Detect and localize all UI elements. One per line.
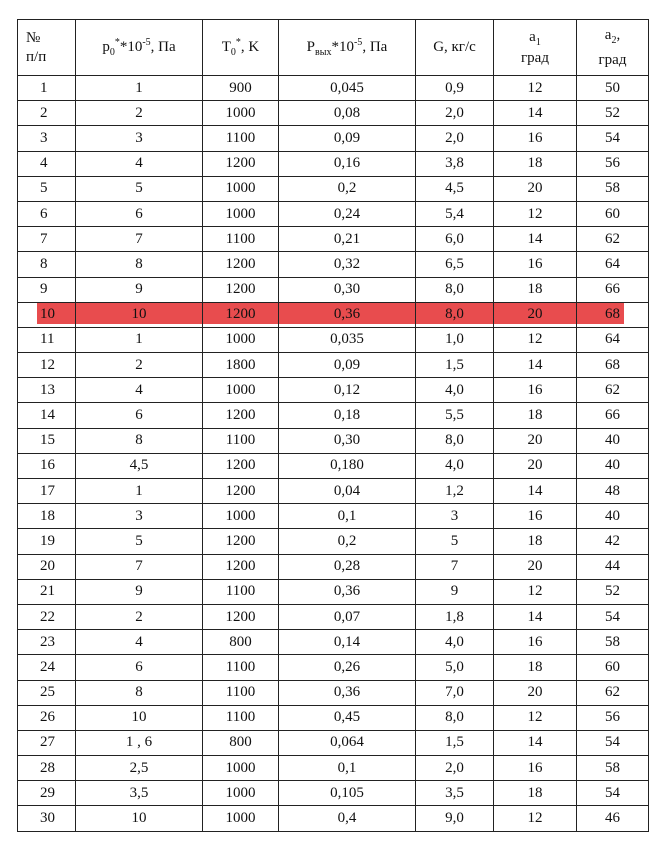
p0-value: 1 [76, 327, 203, 352]
pout-value: 0,26 [279, 655, 416, 680]
table-row [18, 76, 649, 101]
p0-value: 3 [76, 504, 203, 529]
a1-value: 14 [494, 353, 577, 378]
p0-value: 6 [76, 201, 203, 226]
p0-value: 4 [76, 151, 203, 176]
a2-value: 42 [577, 529, 649, 554]
a1-value: 12 [494, 705, 577, 730]
p0-value: 3 [76, 126, 203, 151]
t0-value: 1000 [203, 806, 279, 831]
g-value: 3,5 [416, 781, 494, 806]
pout-value: 0,04 [279, 479, 416, 504]
a1-value: 20 [494, 453, 577, 478]
a2-value: 62 [577, 680, 649, 705]
t0-value: 1200 [203, 479, 279, 504]
t0-value: 1200 [203, 151, 279, 176]
t0-value: 1000 [203, 176, 279, 201]
table-row [18, 277, 649, 302]
pout-value: 0,09 [279, 126, 416, 151]
row-number: 20 [18, 554, 76, 579]
header-a2-unit: град [598, 51, 627, 68]
t0-value: 1100 [203, 126, 279, 151]
a2-value: 52 [577, 101, 649, 126]
t0-value: 1100 [203, 705, 279, 730]
a2-value: 54 [577, 126, 649, 151]
a1-value: 12 [494, 76, 577, 101]
g-value: 8,0 [416, 705, 494, 730]
p0-value: 2 [76, 604, 203, 629]
pout-value: 0,30 [279, 428, 416, 453]
a1-value: 18 [494, 277, 577, 302]
t0-value: 1200 [203, 252, 279, 277]
table-row [18, 655, 649, 680]
a2-value: 66 [577, 277, 649, 302]
g-value: 9 [416, 579, 494, 604]
g-value: 3 [416, 504, 494, 529]
a1-value: 18 [494, 529, 577, 554]
g-value: 8,0 [416, 302, 494, 327]
p0-value: 6 [76, 655, 203, 680]
header-a2: $a_2$, град [577, 20, 649, 76]
a2-value: 44 [577, 554, 649, 579]
p0-value: 3,5 [76, 781, 203, 806]
row-number: 28 [18, 756, 76, 781]
pout-value: 0,36 [279, 680, 416, 705]
pout-value: 0,30 [279, 277, 416, 302]
row-number: 17 [18, 479, 76, 504]
row-number: 19 [18, 529, 76, 554]
pout-value: 0,2 [279, 176, 416, 201]
table-row [18, 327, 649, 352]
a2-value: 68 [577, 353, 649, 378]
header-number-sign: № [26, 29, 41, 46]
header-pout: $P_{вых}*10^{-5}$, Па [279, 20, 416, 76]
a2-value: 68 [577, 302, 649, 327]
g-value: 4,5 [416, 176, 494, 201]
g-value: 5,0 [416, 655, 494, 680]
row-number: 6 [18, 201, 76, 226]
row-number: 3 [18, 126, 76, 151]
g-value: 8,0 [416, 428, 494, 453]
pout-value: 0,21 [279, 227, 416, 252]
pout-value: 0,24 [279, 201, 416, 226]
a1-value: 14 [494, 604, 577, 629]
t0-value: 1000 [203, 756, 279, 781]
table-row [18, 579, 649, 604]
p0-value: 9 [76, 277, 203, 302]
g-value: 7 [416, 554, 494, 579]
a1-value: 16 [494, 126, 577, 151]
a2-value: 40 [577, 504, 649, 529]
row-number: 30 [18, 806, 76, 831]
t0-value: 1000 [203, 781, 279, 806]
table-row [18, 630, 649, 655]
g-value: 5,4 [416, 201, 494, 226]
p0-value: 4 [76, 630, 203, 655]
a1-value: 16 [494, 252, 577, 277]
pout-value: 0,180 [279, 453, 416, 478]
g-value: 8,0 [416, 277, 494, 302]
t0-value: 900 [203, 76, 279, 101]
table-body [18, 76, 649, 832]
header-t0: $T_0^*$, K [203, 20, 279, 76]
pout-value: 0,105 [279, 781, 416, 806]
header-row [18, 20, 649, 76]
row-number: 15 [18, 428, 76, 453]
pout-value: 0,16 [279, 151, 416, 176]
pout-value: 0,045 [279, 76, 416, 101]
row-number: 16 [18, 453, 76, 478]
a1-value: 20 [494, 554, 577, 579]
pout-value: 0,1 [279, 756, 416, 781]
p0-value: 2,5 [76, 756, 203, 781]
row-number: 26 [18, 705, 76, 730]
p0-value: 5 [76, 176, 203, 201]
g-value: 1,8 [416, 604, 494, 629]
p0-value: 8 [76, 252, 203, 277]
table-row [18, 705, 649, 730]
row-number: 21 [18, 579, 76, 604]
p0-value: 5 [76, 529, 203, 554]
table-row [18, 378, 649, 403]
table-row [18, 806, 649, 831]
row-number: 12 [18, 353, 76, 378]
t0-value: 1200 [203, 403, 279, 428]
a2-value: 64 [577, 327, 649, 352]
t0-value: 1000 [203, 101, 279, 126]
t0-value: 1100 [203, 579, 279, 604]
a1-value: 20 [494, 176, 577, 201]
row-number: 10 [18, 302, 76, 327]
a1-value: 20 [494, 680, 577, 705]
row-number: 7 [18, 227, 76, 252]
p0-value: 1 [76, 76, 203, 101]
p0-value: 2 [76, 353, 203, 378]
a2-value: 46 [577, 806, 649, 831]
a2-value: 66 [577, 403, 649, 428]
g-value: 4,0 [416, 453, 494, 478]
t0-value: 1200 [203, 302, 279, 327]
pout-value: 0,2 [279, 529, 416, 554]
table-row [18, 680, 649, 705]
p0-value: 2 [76, 101, 203, 126]
a2-value: 58 [577, 630, 649, 655]
row-number: 29 [18, 781, 76, 806]
table-row [18, 126, 649, 151]
table-row [18, 151, 649, 176]
row-number: 27 [18, 730, 76, 755]
row-number: 9 [18, 277, 76, 302]
pout-value: 0,08 [279, 101, 416, 126]
t0-value: 800 [203, 630, 279, 655]
table-row [18, 201, 649, 226]
pout-value: 0,28 [279, 554, 416, 579]
pout-value: 0,4 [279, 806, 416, 831]
table-row [18, 428, 649, 453]
t0-value: 1000 [203, 504, 279, 529]
pout-value: 0,18 [279, 403, 416, 428]
a1-value: 18 [494, 781, 577, 806]
a1-value: 16 [494, 378, 577, 403]
a1-value: 20 [494, 428, 577, 453]
a2-value: 62 [577, 227, 649, 252]
a2-value: 54 [577, 730, 649, 755]
a2-value: 62 [577, 378, 649, 403]
pout-value: 0,45 [279, 705, 416, 730]
header-p0: $p_0^**10^{-5}$, Па [76, 20, 203, 76]
g-value: 2,0 [416, 101, 494, 126]
a2-value: 56 [577, 151, 649, 176]
p0-value: 10 [76, 806, 203, 831]
row-number: 5 [18, 176, 76, 201]
g-value: 1,5 [416, 730, 494, 755]
table-row [18, 756, 649, 781]
a1-value: 18 [494, 655, 577, 680]
g-value: 2,0 [416, 126, 494, 151]
pout-value: 0,064 [279, 730, 416, 755]
a2-value: 40 [577, 428, 649, 453]
g-value: 4,0 [416, 378, 494, 403]
p0-value: 10 [76, 302, 203, 327]
t0-value: 1200 [203, 554, 279, 579]
row-number: 23 [18, 630, 76, 655]
table-row [18, 604, 649, 629]
p0-value: 7 [76, 227, 203, 252]
t0-value: 1200 [203, 604, 279, 629]
pout-value: 0,14 [279, 630, 416, 655]
pout-value: 0,12 [279, 378, 416, 403]
g-value: 5,5 [416, 403, 494, 428]
a2-value: 48 [577, 479, 649, 504]
p0-value: 8 [76, 680, 203, 705]
t0-value: 1200 [203, 453, 279, 478]
g-value: 6,5 [416, 252, 494, 277]
table-row [18, 453, 649, 478]
t0-value: 1100 [203, 680, 279, 705]
a2-value: 60 [577, 655, 649, 680]
row-number: 2 [18, 101, 76, 126]
g-value: 1,2 [416, 479, 494, 504]
g-value: 9,0 [416, 806, 494, 831]
g-value: 6,0 [416, 227, 494, 252]
a1-value: 12 [494, 327, 577, 352]
header-number [18, 20, 76, 76]
g-value: 1,0 [416, 327, 494, 352]
pout-value: 0,36 [279, 579, 416, 604]
g-value: 5 [416, 529, 494, 554]
t0-value: 1200 [203, 277, 279, 302]
a2-value: 58 [577, 756, 649, 781]
table-row [18, 302, 649, 327]
a1-value: 14 [494, 227, 577, 252]
a2-value: 60 [577, 201, 649, 226]
a1-value: 16 [494, 756, 577, 781]
t0-value: 1200 [203, 529, 279, 554]
a2-value: 40 [577, 453, 649, 478]
p0-value: 4 [76, 378, 203, 403]
p0-value: 9 [76, 579, 203, 604]
table-row [18, 504, 649, 529]
a2-value: 56 [577, 705, 649, 730]
a2-value: 58 [577, 176, 649, 201]
a1-value: 18 [494, 403, 577, 428]
pout-value: 0,32 [279, 252, 416, 277]
table-row [18, 176, 649, 201]
header-a1: $a_1$ град [494, 20, 577, 76]
pout-value: 0,36 [279, 302, 416, 327]
a1-value: 18 [494, 151, 577, 176]
table-row [18, 479, 649, 504]
g-value: 4,0 [416, 630, 494, 655]
table-row [18, 227, 649, 252]
g-value: 7,0 [416, 680, 494, 705]
a1-value: 12 [494, 579, 577, 604]
p0-value: 1 [76, 479, 203, 504]
a1-value: 16 [494, 630, 577, 655]
header-number-sub: п/п [26, 48, 47, 65]
g-value: 0,9 [416, 76, 494, 101]
row-number: 11 [18, 327, 76, 352]
table-row [18, 529, 649, 554]
t0-value: 800 [203, 730, 279, 755]
row-number: 8 [18, 252, 76, 277]
header-g: G, кг/с [416, 20, 494, 76]
a2-value: 52 [577, 579, 649, 604]
table-row [18, 730, 649, 755]
a1-value: 16 [494, 504, 577, 529]
pout-value: 0,035 [279, 327, 416, 352]
row-number: 24 [18, 655, 76, 680]
a2-value: 50 [577, 76, 649, 101]
row-number: 1 [18, 76, 76, 101]
t0-value: 1100 [203, 227, 279, 252]
row-number: 18 [18, 504, 76, 529]
p0-value: 4,5 [76, 453, 203, 478]
row-number: 25 [18, 680, 76, 705]
table-row [18, 252, 649, 277]
pout-value: 0,07 [279, 604, 416, 629]
t0-value: 1800 [203, 353, 279, 378]
p0-value: 8 [76, 428, 203, 453]
p0-value: 10 [76, 705, 203, 730]
a2-value: 54 [577, 604, 649, 629]
table-row [18, 554, 649, 579]
t0-value: 1100 [203, 428, 279, 453]
t0-value: 1000 [203, 378, 279, 403]
row-number: 22 [18, 604, 76, 629]
a1-value: 14 [494, 101, 577, 126]
data-table [17, 19, 649, 832]
row-number: 4 [18, 151, 76, 176]
a1-value: 14 [494, 479, 577, 504]
pout-value: 0,1 [279, 504, 416, 529]
g-value: 2,0 [416, 756, 494, 781]
g-value: 3,8 [416, 151, 494, 176]
a1-value: 12 [494, 806, 577, 831]
t0-value: 1100 [203, 655, 279, 680]
p0-value: 6 [76, 403, 203, 428]
pout-value: 0,09 [279, 353, 416, 378]
table-row [18, 403, 649, 428]
p0-value: 1 , 6 [76, 730, 203, 755]
row-number: 13 [18, 378, 76, 403]
a1-value: 14 [494, 730, 577, 755]
t0-value: 1000 [203, 201, 279, 226]
table-row [18, 101, 649, 126]
table-row [18, 353, 649, 378]
table-row [18, 781, 649, 806]
a1-value: 20 [494, 302, 577, 327]
g-value: 1,5 [416, 353, 494, 378]
a1-value: 12 [494, 201, 577, 226]
a2-value: 64 [577, 252, 649, 277]
p0-value: 7 [76, 554, 203, 579]
header-a1-unit: град [521, 49, 549, 66]
row-number: 14 [18, 403, 76, 428]
a2-value: 54 [577, 781, 649, 806]
t0-value: 1000 [203, 327, 279, 352]
